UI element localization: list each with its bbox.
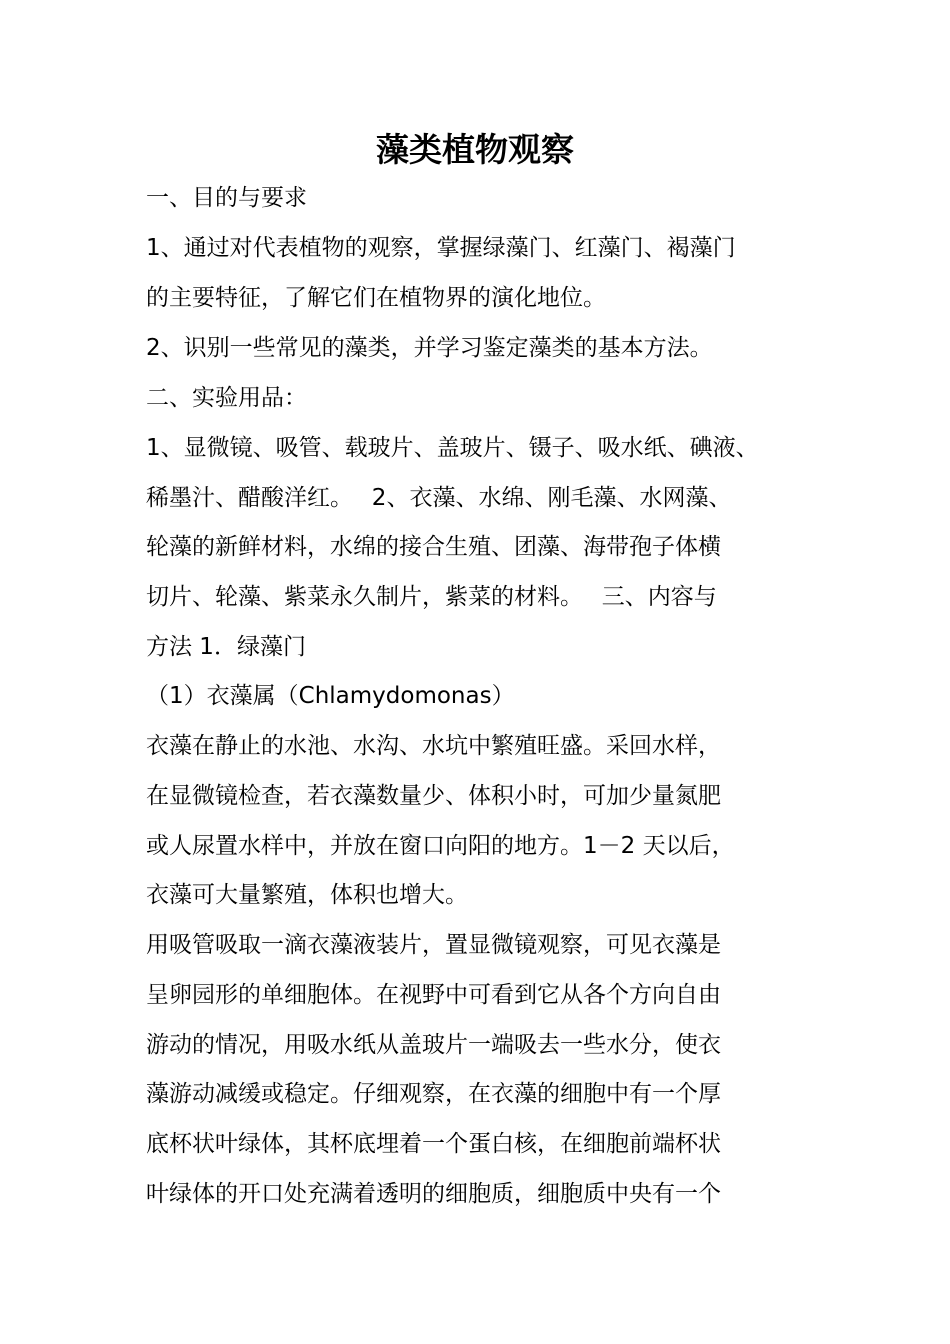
text-line: 游动的情况，用吸水纸从盖玻片一端吸去一些水分，使衣 bbox=[146, 1032, 721, 1058]
text-line: 轮藻的新鲜材料，水绵的接合生殖、团藻、海带孢子体横 bbox=[146, 534, 721, 560]
text-line: 的主要特征，了解它们在植物界的演化地位。 bbox=[146, 285, 606, 311]
text-line: 在显微镜检查，若衣藻数量少、体积小时，可加少量氮肥 bbox=[146, 783, 721, 809]
page-title: 藻类植物观察 bbox=[376, 130, 574, 169]
section-heading: 一、目的与要求 bbox=[146, 185, 307, 211]
text-line: 1、通过对代表植物的观察，掌握绿藻门、红藻门、褐藻门 bbox=[146, 235, 736, 261]
text-line: 呈卵园形的单细胞体。在视野中可看到它从各个方向自由 bbox=[146, 982, 721, 1008]
text-line: 2、识别一些常见的藻类，并学习鉴定藻类的基本方法。 bbox=[146, 335, 713, 361]
text-line: 衣藻在静止的水池、水沟、水坑中繁殖旺盛。采回水样， bbox=[146, 733, 721, 759]
section-heading: 二、实验用品： bbox=[146, 385, 307, 411]
text-line: 衣藻可大量繁殖，体积也增大。 bbox=[146, 882, 468, 908]
text-line: 用吸管吸取一滴衣藻液装片，置显微镜观察，可见衣藻是 bbox=[146, 932, 721, 958]
text-line: 方法 1．绿藻门 bbox=[146, 634, 306, 660]
text-line: 或人尿置水样中，并放在窗口向阳的地方。1－2 天以后， bbox=[146, 833, 735, 859]
text-line: 切片、轮藻、紫菜永久制片，紫菜的材料。 三、内容与 bbox=[146, 584, 717, 610]
text-line: 藻游动减缓或稳定。仔细观察，在衣藻的细胞中有一个厚 bbox=[146, 1081, 721, 1107]
subsection-heading: （1）衣藻属（Chlamydomonas） bbox=[146, 683, 515, 709]
text-line: 稀墨汁、醋酸洋红。 2、衣藻、水绵、刚毛藻、水网藻、 bbox=[146, 485, 732, 511]
text-line: 底杯状叶绿体，其杯底埋着一个蛋白核，在细胞前端杯状 bbox=[146, 1131, 721, 1157]
text-line: 1、显微镜、吸管、载玻片、盖玻片、镊子、吸水纸、碘液、 bbox=[146, 435, 759, 461]
text-line: 叶绿体的开口处充满着透明的细胞质，细胞质中央有一个 bbox=[146, 1181, 721, 1207]
